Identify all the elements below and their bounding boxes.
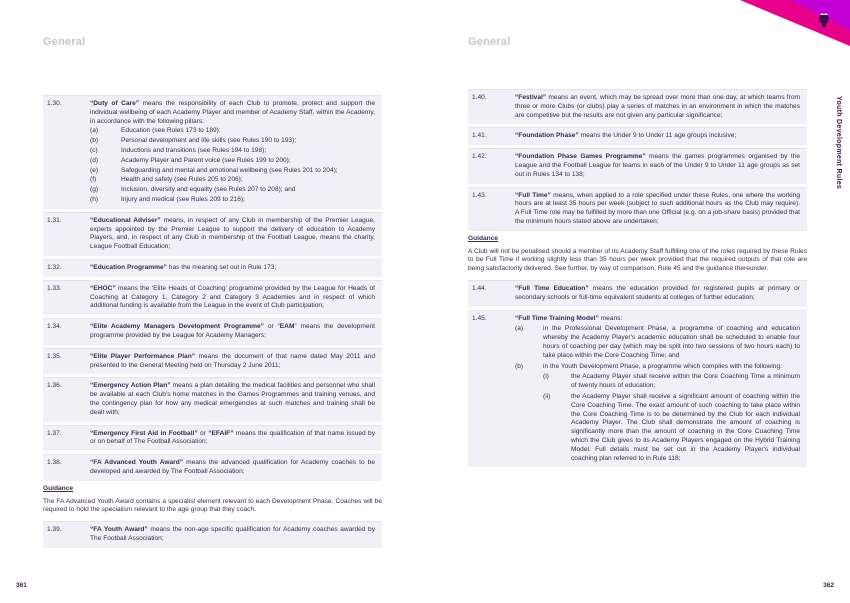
defined-term: “FA Youth Award” — [90, 526, 148, 534]
list-item: (a) Education (see Rules 173 to 189); — [90, 127, 221, 135]
list-item: (h) Injury and medical (see Rules 209 to 216); — [90, 195, 245, 203]
rule-1-35 — [43, 348, 382, 375]
rule-text: means: — [598, 314, 623, 322]
rule-text: means a plan detailing the medical facilities and personnel who shall be available at each Club's home matches in the Games Programmes and training venues, and the contingency plan for how any medical emergencies at such matches and training shall be dealt with; — [90, 382, 375, 416]
rule-number: 1.33. — [47, 284, 62, 292]
defined-term: “Duty of Care” — [90, 100, 140, 107]
rule-text: means the ‘Elite Heads of Coaching’ programme provided by the League for Heads of Coaching at Category 1, Category 2 and Category 3 Academies and in respect of which additional funding is available from the League in the event of Club participation; — [90, 284, 375, 310]
rule-text: means, when applied to a role specified under these Rules, one where the working hours are at least 35 hours per week (subject to such additional hours as the Club may require). A Full Time role may be fulfilled by more than one Official (e.g. on a job-share basis) provided that the minimum hours stated above are undertaken; — [515, 191, 800, 225]
rule-text: means the advanced qualification for Academy coaches to be developed and awarded by The Football Association; — [90, 459, 375, 475]
defined-term: “Full Time” — [515, 191, 551, 199]
list-item: (g) Inclusion, diversity and equality (see Rules 207 to 208); and — [90, 186, 296, 194]
rule-1-38 — [43, 454, 382, 481]
rule-number: 1.40. — [472, 94, 487, 101]
defined-term: “EHOC” — [90, 284, 116, 292]
list-item: (i) the Academy Player shall receive within the Core Coaching Time a minimum of twenty hours of education; — [543, 373, 800, 390]
guidance-heading: Guidance — [43, 484, 74, 492]
list-item: (a) in the Professional Development Phase, a programme of coaching and education whereby the Academy Player's academic education shall be scheduled to enable four hours of coaching per day (which may be split into two sessions of two hours each) to take place within the Core Coaching Time; and — [515, 325, 800, 359]
rule-text: means, in respect of any Club in membership of the Premier League, experts appointed by the Premier League to support the delivery of education to Academy Players, and, in respect of any Club in membership of the Football League, means the charity, League Football Education; — [90, 216, 375, 251]
defined-term: “Elite Player Performance Plan” — [90, 352, 196, 360]
defined-term: “Full Time Training Model” — [515, 314, 599, 322]
rule-number: 1.31. — [47, 216, 62, 224]
rule-1-33 — [43, 280, 382, 315]
guidance-text: A Club will not be penalised should a member of its Academy Staff fulfilling one of the roles required by these Rules to be Full Time if working slightly less than 35 hours per week provided that the required outputs of that role are being satisfactorily delivered. See further, by way of comparison, Rule 45 and the guidance thereunder. — [468, 247, 807, 273]
rule-text: ” means the development programme provided by the League for Academy Managers; — [90, 323, 375, 339]
defined-term: “Emergency First Aid in Football” — [90, 429, 198, 437]
rule-number: 1.45. — [472, 314, 487, 322]
rule-1-30 — [43, 95, 382, 209]
rule-1-42 — [468, 148, 807, 183]
defined-term: “Foundation Phase” — [515, 132, 579, 140]
list-item: (e) Safeguarding and mental and emotional wellbeing (see Rules 201 to 204); — [90, 166, 338, 174]
defined-term: “Elite Academy Managers Development Programme” — [90, 323, 264, 331]
rule-number: 1.39. — [47, 526, 62, 534]
rule-text: means an event, which may be spread over more than one day, at which teams from three or more Clubs (or clubs) play a series of matches in an environment in which the matches are competitive but the results are not given any particular significance; — [515, 94, 800, 119]
defined-term: EAM — [279, 323, 295, 331]
rule-1-37 — [43, 425, 382, 452]
rule-1-34 — [43, 318, 382, 345]
rule-text: means the games programmes organised by the League and the Football League for teams in each of the Under 9 to Under 11 age groups as set out in Rules 134 to 138; — [515, 153, 801, 178]
rule-1-40 — [468, 89, 807, 124]
page-header-right: General — [468, 36, 511, 48]
page-number-right: 362 — [823, 582, 834, 589]
rule-number: 1.34. — [47, 323, 62, 331]
rule-number: 1.36. — [47, 382, 62, 390]
defined-term: “Education Programme” — [90, 263, 167, 271]
list-item: (d) Academy Player and Parent voice (see Rules 199 to 200); — [90, 156, 291, 164]
page-header-left: General — [43, 36, 86, 48]
list-item: (c) Inductions and transitions (see Rules 194 to 198); — [90, 146, 267, 154]
rule-1-45 — [468, 310, 807, 468]
defined-term: “Educational Adviser” — [90, 216, 161, 224]
guidance-text: The FA Advanced Youth Award contains a specialist element relevant to each Development Phase. Coaches will be required to hold the specialism relevant to the age group that they coach. — [43, 497, 382, 514]
rule-text: or “ — [263, 323, 280, 331]
rule-number: 1.44. — [472, 284, 487, 292]
section-title-vertical: Youth Development Rules — [835, 96, 842, 190]
rule-number: 1.30. — [47, 100, 62, 107]
list-item: (b) in the Youth Development Phase, a programme which complies with the following: — [515, 362, 782, 370]
rule-1-31 — [43, 212, 382, 256]
rule-1-41 — [468, 127, 807, 145]
defined-term: “EFAiF” — [208, 429, 234, 437]
rule-text: or — [197, 429, 209, 437]
rule-number: 1.32. — [47, 263, 62, 271]
list-item: (f) Health and safety (see Rules 205 to 206); — [90, 176, 243, 184]
defined-term: “Emergency Action Plan” — [90, 382, 171, 390]
rule-number: 1.41. — [472, 132, 487, 140]
defined-term: “FA Advanced Youth Award” — [90, 459, 184, 467]
premier-league-lion-icon — [816, 12, 832, 28]
page-number-left: 361 — [16, 582, 27, 589]
rule-1-39 — [43, 521, 382, 548]
right-column — [468, 89, 807, 470]
rule-1-32 — [43, 259, 382, 277]
defined-term: “Festival” — [515, 94, 547, 101]
rule-text: means the document of that name dated May 2011 and presented to the General Meeting held on Thursday 2 June 2011; — [90, 352, 375, 369]
left-column — [43, 95, 382, 551]
defined-term: “Full Time Education” — [515, 284, 589, 292]
rule-text: has the meaning set out in Rule 173; — [166, 263, 277, 271]
defined-term: “Foundation Phase Games Programme” — [515, 153, 646, 161]
rule-1-43 — [468, 187, 807, 231]
rule-1-44 — [468, 280, 807, 307]
list-item: (ii) the Academy Player shall receive a significant amount of coaching within the Core Coaching Time. The exact amount of such coaching to take place within the Core Coaching Time is to be determined by the Club for each individual Academy Player. The Club shall demonstrate the amount of coaching is significantly more than the amount of coaching in the Core Coaching Time which the Club gives to its Academy Players engaged on the Hybrid Training Model. Full details must be set out in the Academy Player's individual coaching plan referred to in Rule 118; — [543, 392, 800, 462]
rule-number: 1.38. — [47, 459, 62, 467]
list-item: (b) Personal development and life skills (see Rules 190 to 193); — [90, 137, 297, 145]
guidance-heading: Guidance — [468, 234, 499, 242]
rule-1-36 — [43, 377, 382, 421]
rule-number: 1.43. — [472, 191, 487, 199]
rule-text: means the qualification of that name issued by or on behalf of The Football Association; — [90, 429, 376, 446]
rule-number: 1.35. — [47, 352, 62, 360]
rule-number: 1.42. — [472, 153, 487, 161]
rule-text: means the responsibility of each Club to promote, protect and support the individual wellbeing of each Academy Player and member of Academy Staff, within the Academy, in accordance with the following pillars: — [90, 100, 375, 125]
rule-text: means the Under 9 to Under 11 age groups inclusive; — [578, 132, 737, 140]
rule-number: 1.37. — [47, 429, 62, 437]
rule-text: means the education provided for registered pupils at primary or secondary schools or full-time equivalent students at colleges of further education; — [515, 284, 800, 301]
rule-text: means the non-age specific qualification for Academy coaches awarded by The Football Association; — [90, 526, 376, 542]
